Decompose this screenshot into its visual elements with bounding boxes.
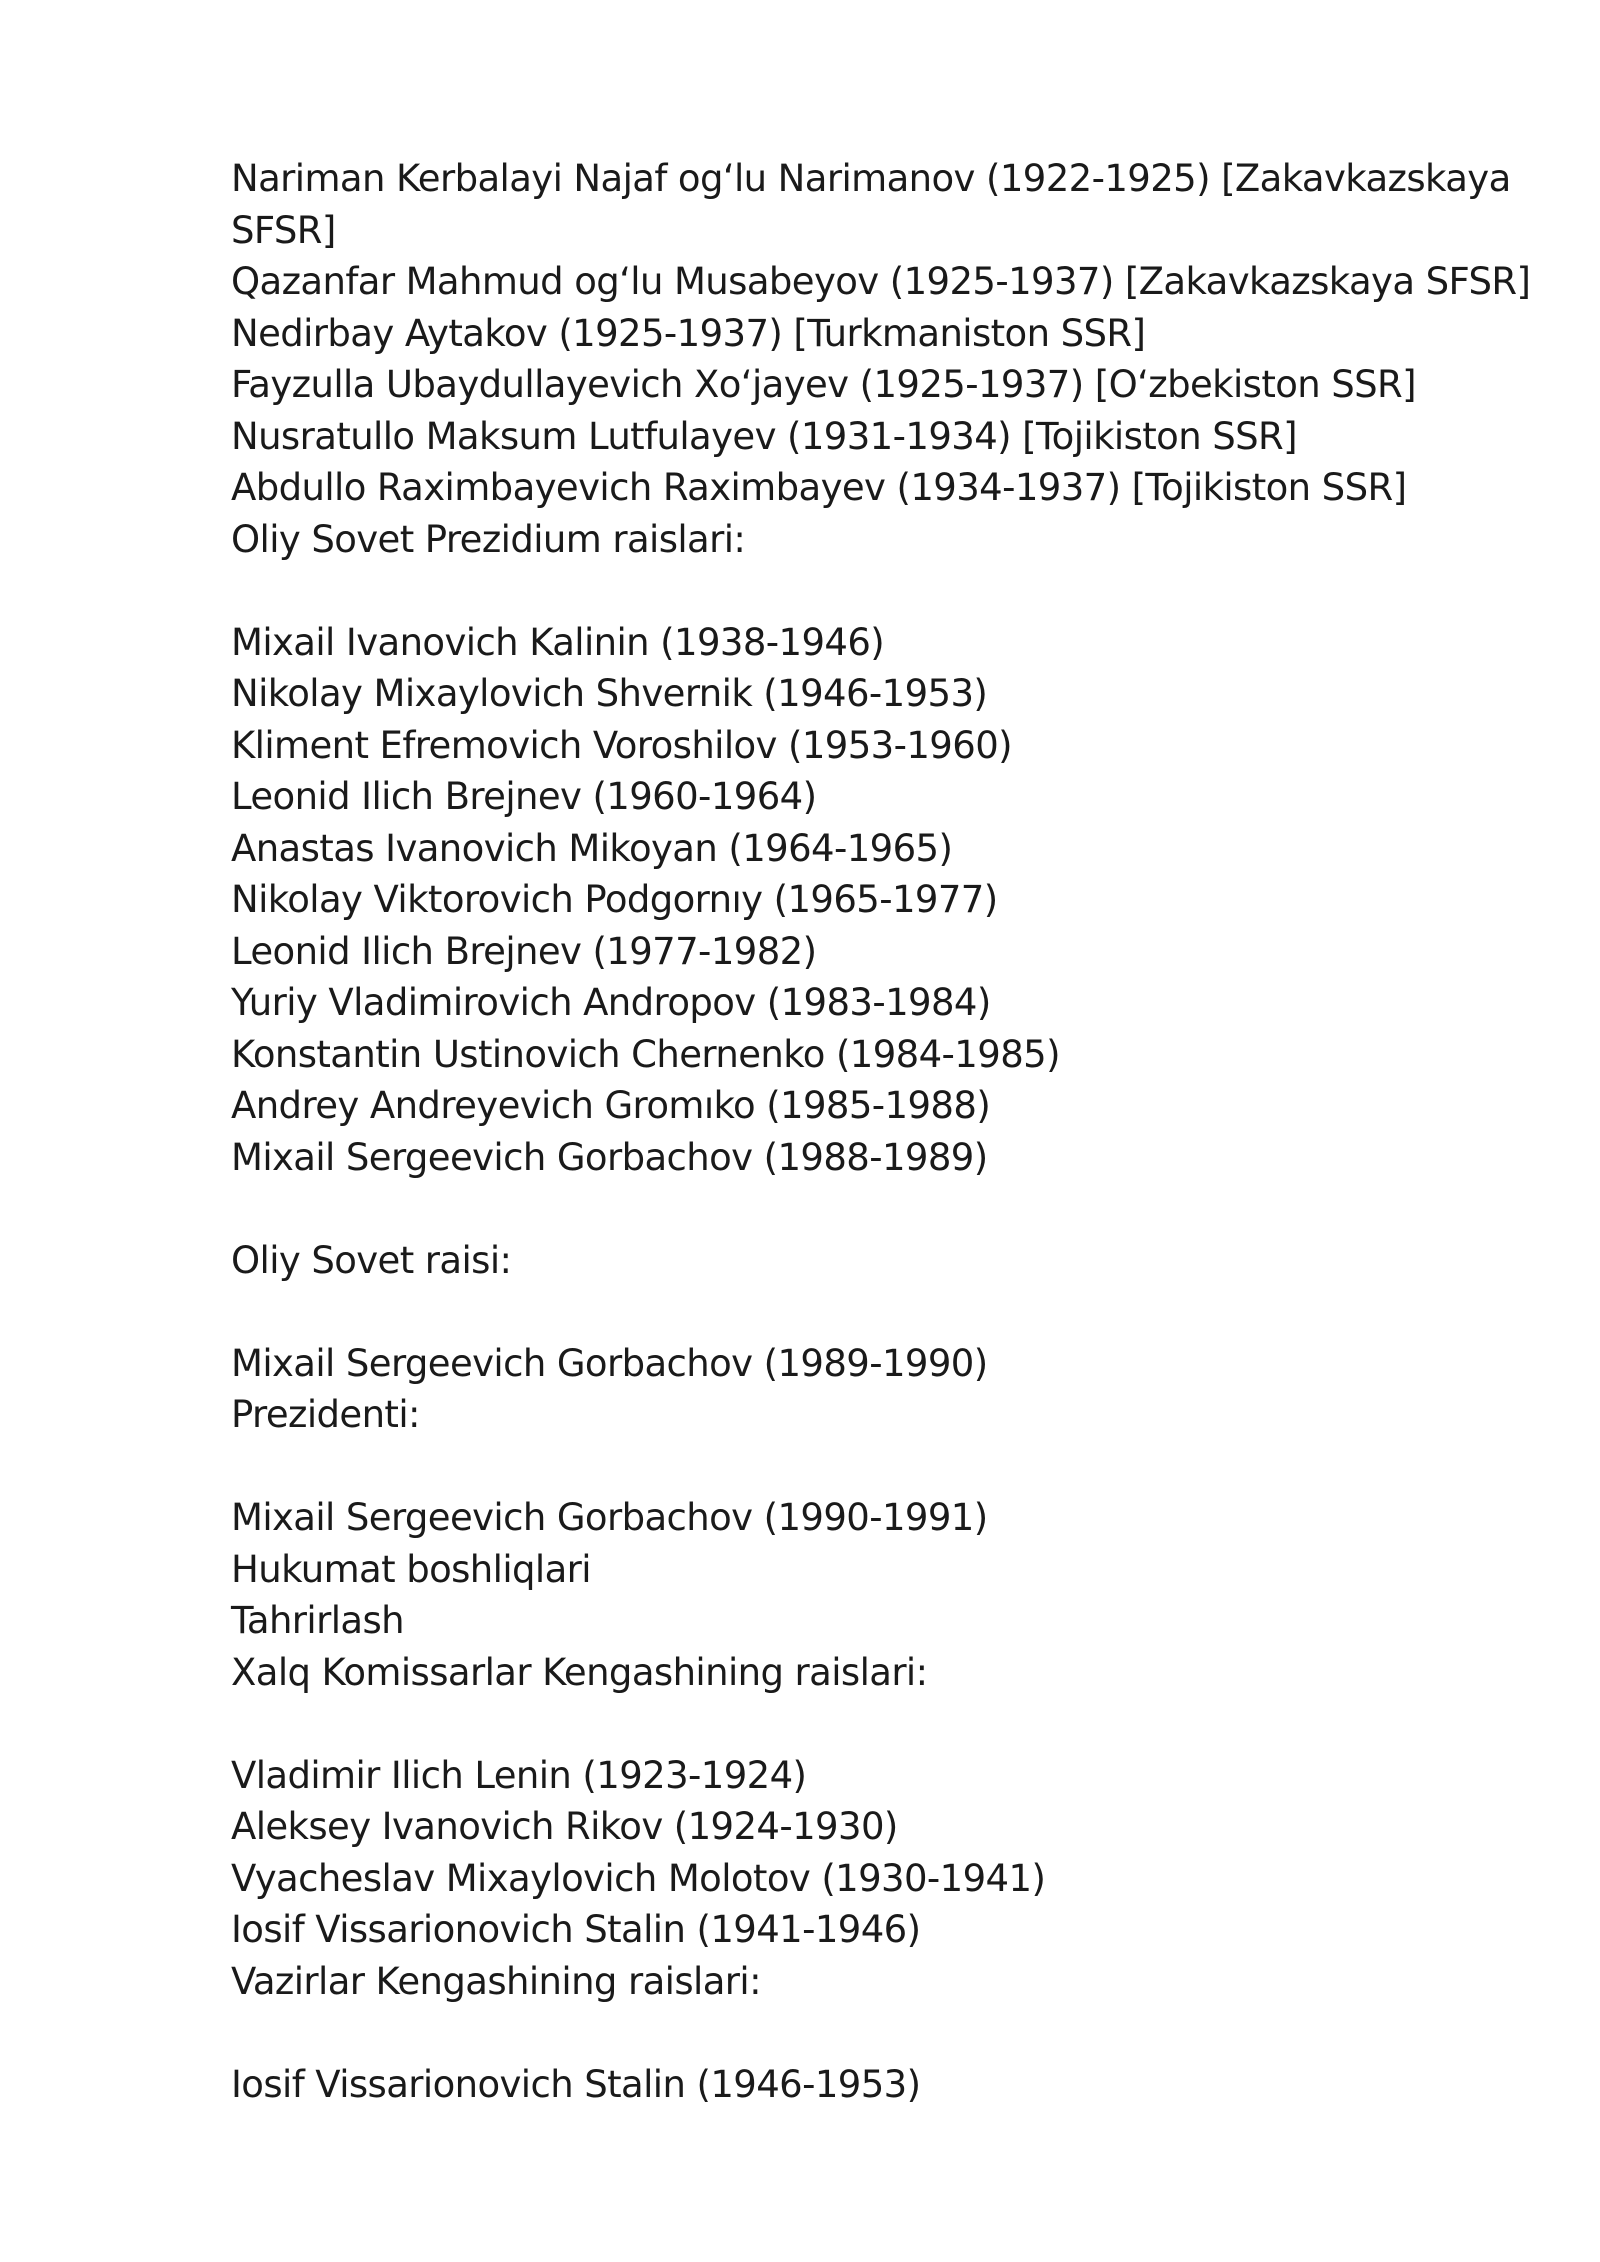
text-line: Nikolay Mixaylovich Shvernik (1946-1953) bbox=[231, 672, 988, 715]
text-line: Abdullo Raximbayevich Raximbayev (1934-1937) [Tojikiston SSR] bbox=[231, 466, 1407, 509]
text-line: Aleksey Ivanovich Rikov (1924-1930) bbox=[231, 1805, 898, 1848]
blank-line bbox=[231, 2007, 1531, 2059]
document-body bbox=[231, 153, 1531, 2110]
text-line: Konstantin Ustinovich Chernenko (1984-1985) bbox=[231, 1032, 1060, 1076]
text-line: Nariman Kerbalayi Najaf og‘lu Narimanov (1922-1925) [Zakavkazskaya SFSR] bbox=[231, 157, 1522, 252]
text-line: Mixail Ivanovich Kalinin (1938-1946) bbox=[231, 620, 885, 664]
text-line: Nusratullo Maksum Lutfulayev (1931-1934) [Tojikiston SSR] bbox=[231, 414, 1297, 458]
blank-line bbox=[231, 1441, 1531, 1493]
blank-line bbox=[231, 1698, 1531, 1750]
text-line: Mixail Sergeevich Gorbachov (1990-1991) bbox=[231, 1496, 988, 1539]
text-line: Iosif Vissarionovich Stalin (1941-1946) bbox=[231, 1908, 921, 1951]
text-line: Nikolay Viktorovich Podgornıy (1965-1977) bbox=[231, 878, 998, 921]
text-line: Leonid Ilich Brejnev (1960-1964) bbox=[231, 775, 817, 818]
text-line: Andrey Andreyevich Gromıko (1985-1988) bbox=[231, 1084, 991, 1127]
blank-line bbox=[231, 1183, 1531, 1235]
text-line: Kliment Efremovich Voroshilov (1953-1960) bbox=[231, 723, 1012, 767]
section-heading: Hukumat boshliqlari bbox=[231, 1547, 591, 1591]
section-heading: Oliy Sovet Prezidium raislari: bbox=[231, 517, 746, 561]
text-line: Anastas Ivanovich Mikoyan (1964-1965) bbox=[231, 826, 953, 870]
section-heading: Prezidenti: bbox=[231, 1393, 420, 1436]
text-line: Nedirbay Aytakov (1925-1937) [Turkmaniston SSR] bbox=[231, 311, 1146, 355]
blank-line bbox=[231, 565, 1531, 617]
section-heading: Xalq Komissarlar Kengashining raislari: bbox=[231, 1650, 928, 1694]
text-line: Fayzulla Ubaydullayevich Xo‘jayev (1925-1937) [O‘zbekiston SSR] bbox=[231, 363, 1416, 406]
section-heading: Oliy Sovet raisi: bbox=[231, 1238, 512, 1282]
text-line: Vyacheslav Mixaylovich Molotov (1930-1941) bbox=[231, 1856, 1046, 1900]
text-line: Mixail Sergeevich Gorbachov (1989-1990) bbox=[231, 1341, 988, 1385]
blank-line bbox=[231, 1286, 1531, 1338]
text-line: Iosif Vissarionovich Stalin (1946-1953) bbox=[231, 2062, 921, 2106]
text-line: Yuriy Vladimirovich Andropov (1983-1984) bbox=[231, 981, 991, 1024]
edit-label: Tahrirlash bbox=[231, 1599, 404, 1642]
text-line: Qazanfar Mahmud og‘lu Musabeyov (1925-1937) [Zakavkazskaya SFSR] bbox=[231, 260, 1531, 303]
text-line: Vladimir Ilich Lenin (1923-1924) bbox=[231, 1753, 807, 1797]
text-line: Leonid Ilich Brejnev (1977-1982) bbox=[231, 929, 817, 973]
text-line: Mixail Sergeevich Gorbachov (1988-1989) bbox=[231, 1135, 988, 1179]
section-heading: Vazirlar Kengashining raislari: bbox=[231, 1959, 761, 2003]
